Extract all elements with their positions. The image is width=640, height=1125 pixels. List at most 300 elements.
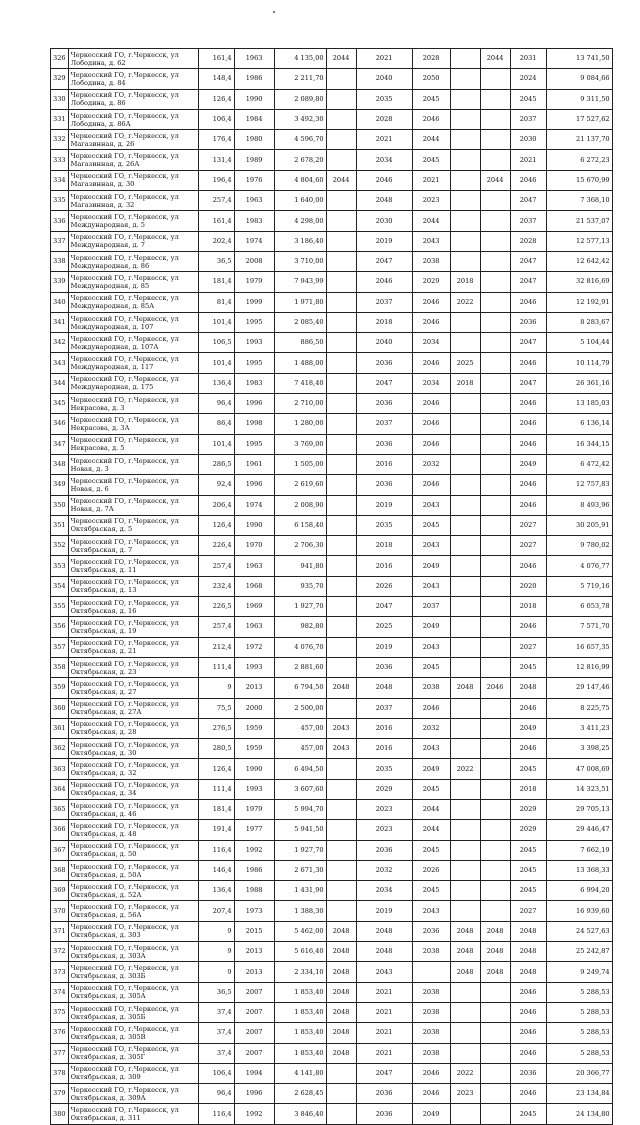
table-row [51, 1084, 613, 1104]
cost-cell: 6 136,14 [546, 414, 612, 434]
table-row [51, 109, 613, 129]
row-number-cell: 341 [51, 312, 69, 332]
row-number-cell: 368 [51, 860, 69, 880]
year-built-cell: 1995 [234, 312, 274, 332]
year-d-cell: 2025 [450, 353, 480, 373]
year-f-cell: 2046 [510, 353, 546, 373]
table-row [51, 820, 613, 840]
cost-cell: 9 311,50 [546, 89, 612, 109]
year-d-cell [450, 799, 480, 819]
year-e-cell [480, 394, 510, 414]
year-f-cell: 2045 [510, 881, 546, 901]
year-e-cell [480, 272, 510, 292]
year-c-cell: 2029 [412, 272, 450, 292]
year-d-cell [450, 597, 480, 617]
year-f-cell: 2046 [510, 495, 546, 515]
year-e-cell [480, 414, 510, 434]
year-e-cell [480, 251, 510, 271]
area-cell: 86,4 [198, 414, 234, 434]
address-cell: Черкесский ГО, г.Черкесск, ул Октябрьская, д. 305В [68, 1023, 198, 1043]
cost-cell: 29 446,47 [546, 820, 612, 840]
cost-cell: 6 994,20 [546, 881, 612, 901]
area-cell: 202,4 [198, 231, 234, 251]
year-c-cell: 2046 [412, 414, 450, 434]
year-d-cell [450, 414, 480, 434]
year-e-cell [480, 130, 510, 150]
table-row [51, 962, 613, 982]
year-b-cell: 2035 [356, 515, 412, 535]
year-built-cell: 1986 [234, 860, 274, 880]
year-f-cell: 2045 [510, 89, 546, 109]
year-c-cell: 2046 [412, 292, 450, 312]
cost-cell: 26 361,16 [546, 373, 612, 393]
year-a-cell [326, 231, 356, 251]
row-number-cell: 374 [51, 982, 69, 1002]
address-cell: Черкесский ГО, г.Черкесск, ул Октябрьская, д. 303 [68, 921, 198, 941]
year-b-cell: 2034 [356, 881, 412, 901]
address-cell: Черкесский ГО, г.Черкесск, ул Октябрьская, д. 27А [68, 698, 198, 718]
year-b-cell: 2016 [356, 718, 412, 738]
area-cell: 37,4 [198, 1023, 234, 1043]
year-d-cell [450, 109, 480, 129]
year-c-cell: 2044 [412, 820, 450, 840]
year-e-cell [480, 901, 510, 921]
year-b-cell: 2035 [356, 759, 412, 779]
cost-cell: 5 288,53 [546, 1023, 612, 1043]
row-number-cell: 333 [51, 150, 69, 170]
area-cell: 181,4 [198, 799, 234, 819]
area-cell: 116,4 [198, 1104, 234, 1124]
year-built-cell: 1972 [234, 637, 274, 657]
address-cell: Черкесский ГО, г.Черкесск, ул Международная, д. 85 [68, 272, 198, 292]
row-number-cell: 352 [51, 536, 69, 556]
row-number-cell: 340 [51, 292, 69, 312]
year-c-cell: 2049 [412, 617, 450, 637]
year-b-cell: 2019 [356, 637, 412, 657]
address-cell: Черкесский ГО, г.Черкесск, ул Октябрьская, д. 30 [68, 739, 198, 759]
year-f-cell: 2046 [510, 982, 546, 1002]
year-built-cell: 1993 [234, 657, 274, 677]
total-area-cell: 3 710,00 [274, 251, 326, 271]
year-built-cell: 1993 [234, 333, 274, 353]
year-f-cell: 2045 [510, 840, 546, 860]
table-row [51, 89, 613, 109]
year-e-cell: 2048 [480, 921, 510, 941]
year-b-cell: 2036 [356, 475, 412, 495]
table-row [51, 353, 613, 373]
year-b-cell: 2028 [356, 109, 412, 129]
total-area-cell: 2 628,45 [274, 1084, 326, 1104]
year-d-cell [450, 901, 480, 921]
year-f-cell: 2046 [510, 475, 546, 495]
year-a-cell [326, 353, 356, 373]
year-c-cell: 2043 [412, 536, 450, 556]
year-built-cell: 1996 [234, 475, 274, 495]
table-row [51, 373, 613, 393]
year-a-cell: 2048 [326, 942, 356, 962]
year-c-cell: 2034 [412, 373, 450, 393]
table-row [51, 597, 613, 617]
area-cell: 106,5 [198, 333, 234, 353]
year-c-cell: 2032 [412, 718, 450, 738]
year-built-cell: 1995 [234, 434, 274, 454]
year-f-cell: 2048 [510, 678, 546, 698]
total-area-cell: 2 008,90 [274, 495, 326, 515]
address-cell: Черкесский ГО, г.Черкесск, ул Октябрьская, д. 56А [68, 901, 198, 921]
total-area-cell: 2 089,80 [274, 89, 326, 109]
year-built-cell: 1988 [234, 881, 274, 901]
year-e-cell: 2044 [480, 49, 510, 69]
year-a-cell [326, 1063, 356, 1083]
year-f-cell: 2024 [510, 69, 546, 89]
cost-cell: 29 705,13 [546, 799, 612, 819]
year-c-cell: 2045 [412, 881, 450, 901]
year-d-cell [450, 637, 480, 657]
row-number-cell: 359 [51, 678, 69, 698]
area-cell: 126,4 [198, 515, 234, 535]
total-area-cell: 7 418,40 [274, 373, 326, 393]
year-a-cell [326, 191, 356, 211]
year-f-cell: 2047 [510, 373, 546, 393]
year-f-cell: 2046 [510, 698, 546, 718]
year-b-cell: 2048 [356, 921, 412, 941]
area-cell: 232,4 [198, 576, 234, 596]
address-cell: Черкесский ГО, г.Черкесск, ул Октябрьская, д. 5 [68, 515, 198, 535]
address-cell: Черкесский ГО, г.Черкесск, ул Международная, д. 107А [68, 333, 198, 353]
total-area-cell: 1 280,00 [274, 414, 326, 434]
total-area-cell: 1 488,00 [274, 353, 326, 373]
year-c-cell: 2045 [412, 840, 450, 860]
year-d-cell [450, 170, 480, 190]
year-d-cell [450, 394, 480, 414]
year-a-cell [326, 414, 356, 434]
year-c-cell: 2046 [412, 475, 450, 495]
year-b-cell: 2029 [356, 779, 412, 799]
total-area-cell: 4 596,70 [274, 130, 326, 150]
address-cell: Черкесский ГО, г.Черкесск, ул Октябрьская, д. 303Б [68, 962, 198, 982]
year-b-cell: 2034 [356, 150, 412, 170]
year-c-cell: 2038 [412, 251, 450, 271]
year-built-cell: 1995 [234, 353, 274, 373]
table-row [51, 272, 613, 292]
year-built-cell: 1977 [234, 820, 274, 840]
year-f-cell: 2045 [510, 657, 546, 677]
year-c-cell: 2045 [412, 779, 450, 799]
row-number-cell: 339 [51, 272, 69, 292]
year-built-cell: 2013 [234, 942, 274, 962]
cost-cell: 47 008,69 [546, 759, 612, 779]
table-row [51, 840, 613, 860]
year-b-cell: 2035 [356, 89, 412, 109]
total-area-cell: 2 706,30 [274, 536, 326, 556]
cost-cell: 13 368,33 [546, 860, 612, 880]
table-row [51, 718, 613, 738]
total-area-cell: 4 141,80 [274, 1063, 326, 1083]
address-cell: Черкесский ГО, г.Черкесск, ул Октябрьская, д. 309А [68, 1084, 198, 1104]
year-e-cell [480, 739, 510, 759]
cost-cell: 6 053,78 [546, 597, 612, 617]
year-a-cell: 2048 [326, 1043, 356, 1063]
address-cell: Черкесский ГО, г.Черкесск, ул Октябрьская, д. 305А [68, 982, 198, 1002]
year-c-cell: 2046 [412, 1084, 450, 1104]
total-area-cell: 3 846,40 [274, 1104, 326, 1124]
year-e-cell: 2048 [480, 962, 510, 982]
row-number-cell: 354 [51, 576, 69, 596]
year-a-cell [326, 434, 356, 454]
cost-cell: 6 272,23 [546, 150, 612, 170]
year-c-cell: 2050 [412, 69, 450, 89]
year-e-cell [480, 515, 510, 535]
table-row [51, 576, 613, 596]
year-a-cell [326, 657, 356, 677]
area-cell: 226,4 [198, 536, 234, 556]
row-number-cell: 366 [51, 820, 69, 840]
year-c-cell: 2038 [412, 1023, 450, 1043]
area-cell: 206,4 [198, 495, 234, 515]
address-cell: Черкесский ГО, г.Черкесск, ул Октябрьская, д. 27 [68, 678, 198, 698]
total-area-cell: 1 971,80 [274, 292, 326, 312]
year-a-cell: 2044 [326, 49, 356, 69]
row-number-cell: 338 [51, 251, 69, 271]
cost-cell: 24 527,63 [546, 921, 612, 941]
table-row [51, 799, 613, 819]
address-cell: Черкесский ГО, г.Черкесск, ул Новая, д. 6 [68, 475, 198, 495]
year-built-cell: 1979 [234, 272, 274, 292]
year-e-cell [480, 1084, 510, 1104]
table-row [51, 414, 613, 434]
table-row [51, 901, 613, 921]
total-area-cell: 6 794,50 [274, 678, 326, 698]
year-a-cell: 2048 [326, 1002, 356, 1022]
total-area-cell: 6 494,50 [274, 759, 326, 779]
year-c-cell: 2046 [412, 312, 450, 332]
cost-cell: 13 185,03 [546, 394, 612, 414]
year-a-cell [326, 515, 356, 535]
address-cell: Черкесский ГО, г.Черкесск, ул Октябрьская, д. 11 [68, 556, 198, 576]
address-cell: Черкесский ГО, г.Черкесск, ул Октябрьская, д. 23 [68, 657, 198, 677]
total-area-cell: 7 943,99 [274, 272, 326, 292]
year-e-cell [480, 759, 510, 779]
year-built-cell: 1963 [234, 49, 274, 69]
year-c-cell: 2026 [412, 860, 450, 880]
year-e-cell [480, 211, 510, 231]
total-area-cell: 4 076,70 [274, 637, 326, 657]
year-c-cell: 2044 [412, 130, 450, 150]
cost-cell: 16 939,60 [546, 901, 612, 921]
total-area-cell: 4 135,00 [274, 49, 326, 69]
year-c-cell: 2046 [412, 434, 450, 454]
year-e-cell [480, 637, 510, 657]
year-c-cell: 2044 [412, 799, 450, 819]
area-cell: 257,4 [198, 556, 234, 576]
year-a-cell [326, 69, 356, 89]
year-d-cell [450, 150, 480, 170]
year-e-cell [480, 353, 510, 373]
year-f-cell: 2036 [510, 312, 546, 332]
total-area-cell: 3 607,60 [274, 779, 326, 799]
address-cell: Черкесский ГО, г.Черкесск, ул Магазинная, д. 30 [68, 170, 198, 190]
year-d-cell: 2022 [450, 1063, 480, 1083]
year-c-cell: 2046 [412, 698, 450, 718]
address-cell: Черкесский ГО, г.Черкесск, ул Магазинная, д. 26 [68, 130, 198, 150]
year-d-cell [450, 454, 480, 474]
total-area-cell: 5 994,70 [274, 799, 326, 819]
total-area-cell: 3 186,40 [274, 231, 326, 251]
year-b-cell: 2023 [356, 799, 412, 819]
year-f-cell: 2048 [510, 942, 546, 962]
year-a-cell: 2048 [326, 921, 356, 941]
year-f-cell: 2027 [510, 901, 546, 921]
address-cell: Черкесский ГО, г.Черкесск, ул Международная, д. 175 [68, 373, 198, 393]
year-c-cell: 2046 [412, 353, 450, 373]
year-f-cell: 2046 [510, 617, 546, 637]
year-built-cell: 1959 [234, 718, 274, 738]
row-number-cell: 373 [51, 962, 69, 982]
year-a-cell [326, 820, 356, 840]
table-row [51, 1002, 613, 1022]
total-area-cell: 2 619,60 [274, 475, 326, 495]
address-cell: Черкесский ГО, г.Черкесск, ул Международная, д. 85А [68, 292, 198, 312]
area-cell: 92,4 [198, 475, 234, 495]
year-built-cell: 1990 [234, 759, 274, 779]
year-built-cell: 1983 [234, 373, 274, 393]
year-b-cell: 2046 [356, 272, 412, 292]
cost-cell: 5 719,16 [546, 576, 612, 596]
year-b-cell: 2048 [356, 678, 412, 698]
year-e-cell [480, 191, 510, 211]
address-cell: Черкесский ГО, г.Черкесск, ул Октябрьская, д. 19 [68, 617, 198, 637]
area-cell: 9 [198, 942, 234, 962]
table-row [51, 698, 613, 718]
year-f-cell: 2046 [510, 1084, 546, 1104]
cost-cell: 12 642,42 [546, 251, 612, 271]
row-number-cell: 362 [51, 739, 69, 759]
year-e-cell [480, 1043, 510, 1063]
year-e-cell [480, 312, 510, 332]
year-f-cell: 2029 [510, 820, 546, 840]
year-built-cell: 1986 [234, 69, 274, 89]
year-b-cell: 2048 [356, 191, 412, 211]
year-a-cell [326, 333, 356, 353]
total-area-cell: 2 710,00 [274, 394, 326, 414]
address-cell: Черкесский ГО, г.Черкесск, ул Октябрьская, д. 7 [68, 536, 198, 556]
row-number-cell: 346 [51, 414, 69, 434]
area-cell: 207,4 [198, 901, 234, 921]
year-c-cell: 2043 [412, 901, 450, 921]
row-number-cell: 342 [51, 333, 69, 353]
row-number-cell: 348 [51, 454, 69, 474]
row-number-cell: 334 [51, 170, 69, 190]
year-e-cell: 2048 [480, 942, 510, 962]
year-e-cell [480, 333, 510, 353]
table-row [51, 1023, 613, 1043]
area-cell: 280,5 [198, 739, 234, 759]
table-row [51, 49, 613, 69]
total-area-cell: 6 158,40 [274, 515, 326, 535]
year-d-cell: 2023 [450, 1084, 480, 1104]
area-cell: 96,4 [198, 394, 234, 414]
year-e-cell [480, 657, 510, 677]
table-row [51, 556, 613, 576]
row-number-cell: 380 [51, 1104, 69, 1124]
year-built-cell: 1970 [234, 536, 274, 556]
year-d-cell: 2048 [450, 678, 480, 698]
year-d-cell: 2018 [450, 272, 480, 292]
area-cell: 126,4 [198, 759, 234, 779]
year-f-cell: 2031 [510, 49, 546, 69]
year-b-cell: 2026 [356, 576, 412, 596]
total-area-cell: 2 678,20 [274, 150, 326, 170]
year-a-cell [326, 312, 356, 332]
year-built-cell: 1999 [234, 292, 274, 312]
table-row [51, 292, 613, 312]
year-b-cell: 2047 [356, 597, 412, 617]
row-number-cell: 369 [51, 881, 69, 901]
year-a-cell: 2043 [326, 718, 356, 738]
year-d-cell: 2022 [450, 759, 480, 779]
row-number-cell: 353 [51, 556, 69, 576]
year-d-cell [450, 1043, 480, 1063]
year-a-cell [326, 881, 356, 901]
row-number-cell: 371 [51, 921, 69, 941]
total-area-cell: 1 927,70 [274, 597, 326, 617]
year-c-cell: 2043 [412, 637, 450, 657]
year-b-cell: 2036 [356, 1104, 412, 1124]
table-row [51, 536, 613, 556]
cost-cell: 16 344,15 [546, 434, 612, 454]
cost-cell: 20 366,77 [546, 1063, 612, 1083]
year-a-cell: 2048 [326, 678, 356, 698]
year-a-cell [326, 759, 356, 779]
year-built-cell: 1984 [234, 109, 274, 129]
row-number-cell: 364 [51, 779, 69, 799]
year-a-cell: 2043 [326, 739, 356, 759]
year-built-cell: 1996 [234, 1084, 274, 1104]
cost-cell: 16 657,35 [546, 637, 612, 657]
year-a-cell [326, 150, 356, 170]
year-built-cell: 2013 [234, 678, 274, 698]
row-number-cell: 337 [51, 231, 69, 251]
year-f-cell: 2046 [510, 556, 546, 576]
area-cell: 101,4 [198, 312, 234, 332]
year-a-cell [326, 89, 356, 109]
row-number-cell: 330 [51, 89, 69, 109]
cost-cell: 9 249,74 [546, 962, 612, 982]
year-d-cell [450, 779, 480, 799]
year-built-cell: 1992 [234, 1104, 274, 1124]
year-d-cell: 2048 [450, 962, 480, 982]
area-cell: 196,4 [198, 170, 234, 190]
year-b-cell: 2018 [356, 536, 412, 556]
address-cell: Черкесский ГО, г.Черкесск, ул Октябрьская, д. 303А [68, 942, 198, 962]
year-b-cell: 2016 [356, 454, 412, 474]
year-b-cell: 2018 [356, 312, 412, 332]
year-e-cell [480, 860, 510, 880]
year-built-cell: 1989 [234, 150, 274, 170]
year-e-cell [480, 779, 510, 799]
table-row [51, 881, 613, 901]
area-cell: 101,4 [198, 434, 234, 454]
year-d-cell [450, 251, 480, 271]
year-e-cell [480, 576, 510, 596]
year-a-cell [326, 536, 356, 556]
area-cell: 276,5 [198, 718, 234, 738]
year-d-cell [450, 231, 480, 251]
table-row [51, 617, 613, 637]
year-b-cell: 2036 [356, 394, 412, 414]
address-cell: Черкесский ГО, г.Черкесск, ул Октябрьская, д. 16 [68, 597, 198, 617]
year-d-cell [450, 556, 480, 576]
